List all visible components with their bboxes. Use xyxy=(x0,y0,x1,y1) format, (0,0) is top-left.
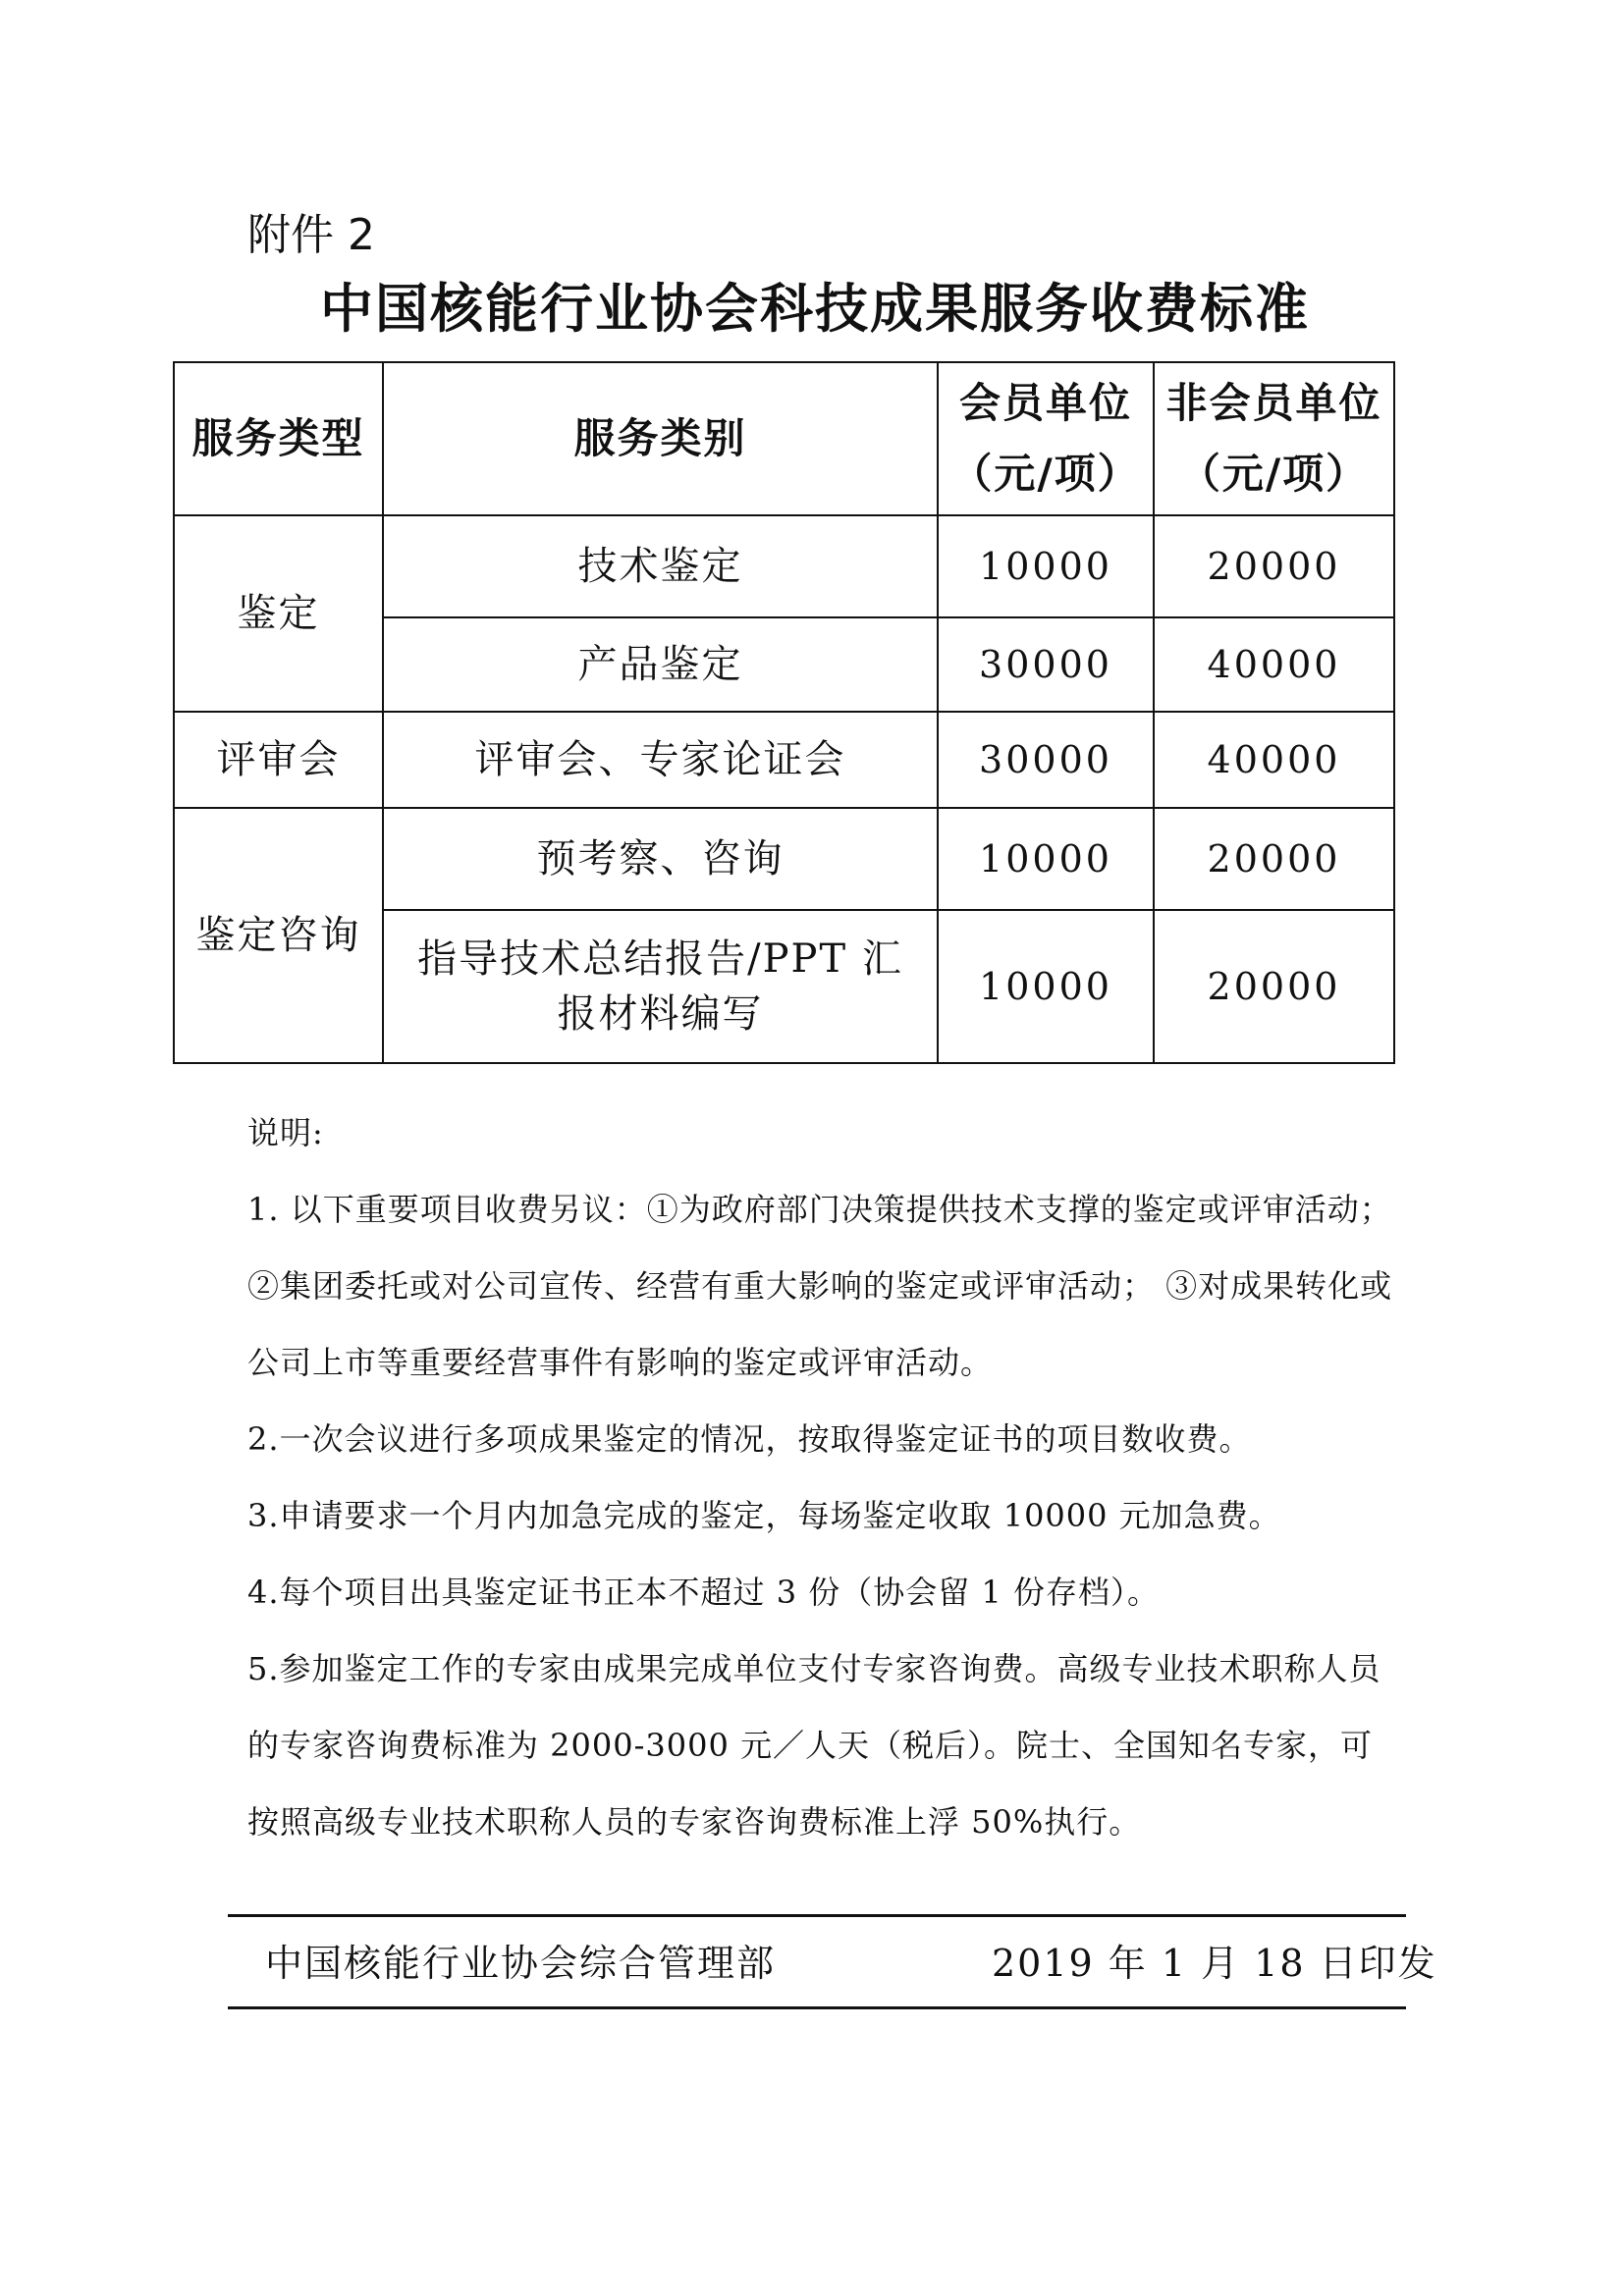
member-price-cell: 30000 xyxy=(938,617,1154,712)
type-cell: 评审会 xyxy=(174,712,383,808)
member-price-cell: 10000 xyxy=(938,515,1154,617)
footer-bottom-rule xyxy=(228,2006,1406,2009)
category-cell: 指导技术总结报告/PPT 汇报材料编写 xyxy=(383,910,938,1063)
table-header-row xyxy=(174,362,1394,515)
category-cell: 技术鉴定 xyxy=(383,515,938,617)
header-nonmember-line1: 非会员单位 xyxy=(1165,379,1382,427)
note-item: 2.一次会议进行多项成果鉴定的情况，按取得鉴定证书的项目数收费。 xyxy=(247,1420,1252,1458)
header-member-line1: 会员单位 xyxy=(958,379,1132,427)
header-service-type: 服务类型 xyxy=(174,362,383,515)
note-item: 1. 以下重要项目收费另议：①为政府部门决策提供技术支撑的鉴定或评审活动；②集团委托或对公司宣传、经营有重大影响的鉴定或评审活动； ③对成果转化或公司上市等重要经营事件有影响的鉴定或评审活动。 xyxy=(247,1191,1393,1381)
type-cell: 鉴定 xyxy=(174,515,383,712)
nonmember-price-cell: 40000 xyxy=(1154,617,1394,712)
table-row xyxy=(174,808,1394,910)
footer-issuer: 中国核能行业协会综合管理部 xyxy=(265,1942,777,1985)
nonmember-price-cell: 40000 xyxy=(1154,712,1394,808)
note-item: 4.每个项目出具鉴定证书正本不超过 3 份（协会留 1 份存档）。 xyxy=(247,1574,1160,1611)
header-member-line2: （元/项） xyxy=(950,450,1141,498)
category-cell: 预考察、咨询 xyxy=(383,808,938,910)
footer-issue-date: 2019 年 1 月 18 日印发 xyxy=(992,1942,1437,1985)
document-title: 中国核能行业协会科技成果服务收费标准 xyxy=(320,278,1310,340)
footer-top-rule xyxy=(228,1914,1406,1917)
nonmember-price-cell: 20000 xyxy=(1154,910,1394,1063)
table-row xyxy=(174,712,1394,808)
notes-section xyxy=(247,1095,1396,1860)
note-item: 3.申请要求一个月内加急完成的鉴定，每场鉴定收取 10000 元加急费。 xyxy=(247,1497,1281,1534)
member-price-cell: 10000 xyxy=(938,910,1154,1063)
nonmember-price-cell: 20000 xyxy=(1154,515,1394,617)
category-cell: 产品鉴定 xyxy=(383,617,938,712)
notes-heading: 说明: xyxy=(247,1114,324,1151)
header-nonmember-price xyxy=(1154,362,1394,515)
header-service-category: 服务类别 xyxy=(383,362,938,515)
attachment-label: 附件 2 xyxy=(247,210,375,260)
member-price-cell: 30000 xyxy=(938,712,1154,808)
table-row xyxy=(174,515,1394,617)
fee-table xyxy=(173,361,1395,1064)
header-nonmember-line2: （元/项） xyxy=(1178,450,1370,498)
type-cell: 鉴定咨询 xyxy=(174,808,383,1063)
nonmember-price-cell: 20000 xyxy=(1154,808,1394,910)
member-price-cell: 10000 xyxy=(938,808,1154,910)
category-cell: 评审会、专家论证会 xyxy=(383,712,938,808)
note-item: 5.参加鉴定工作的专家由成果完成单位支付专家咨询费。高级专业技术职称人员的专家咨询费标准为 2000-3000 元／人天（税后）。院士、全国知名专家，可按照高级专业技术职称人员的专家咨询费标准上浮 50%执行。 xyxy=(247,1650,1381,1841)
header-member-price xyxy=(938,362,1154,515)
